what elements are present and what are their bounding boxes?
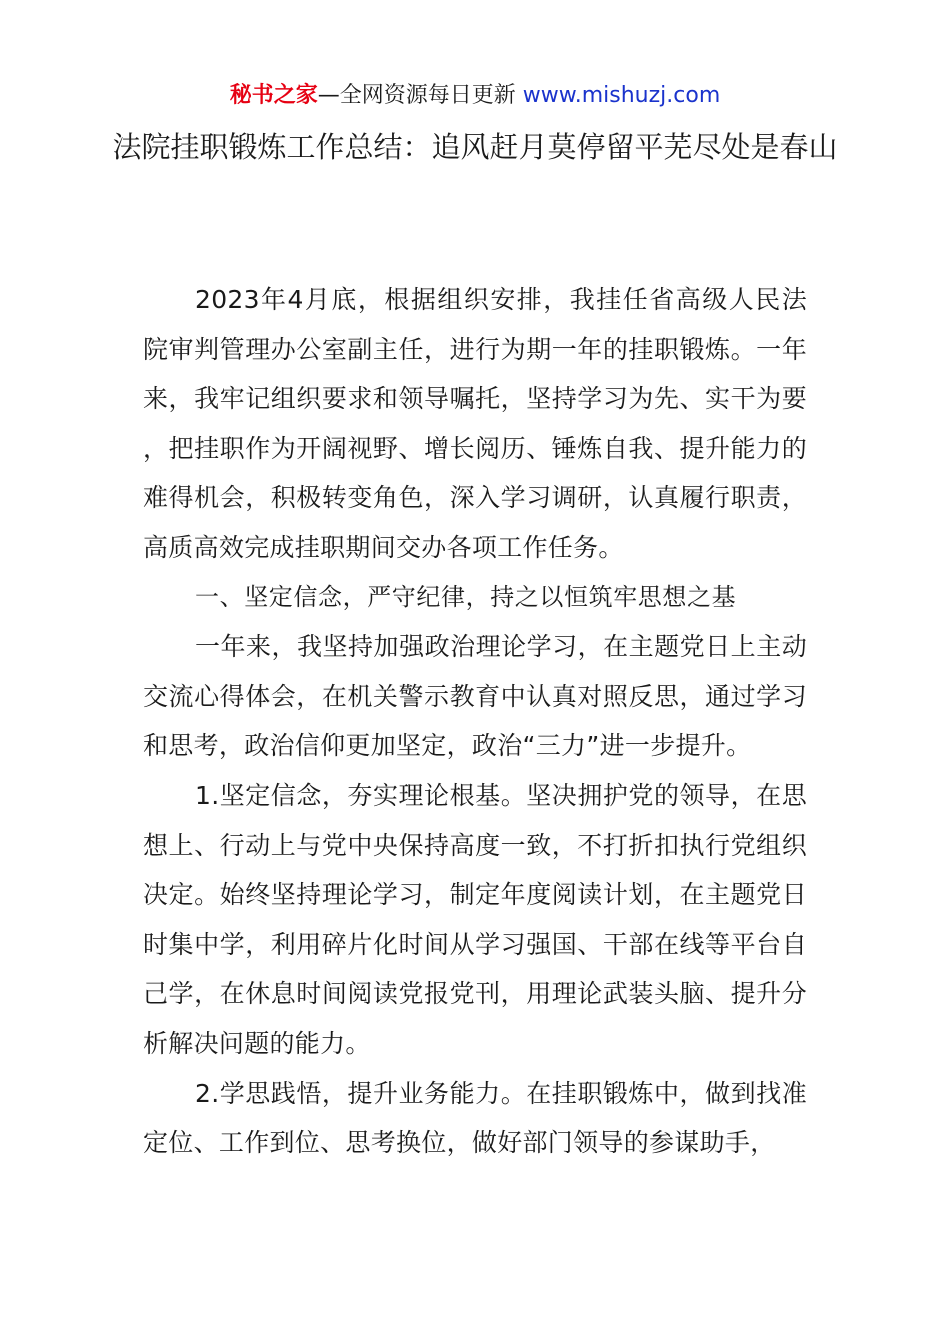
site-brand: 秘书之家 [229, 83, 318, 108]
paragraph-intro: 2023年4月底，根据组织安排，我挂任省高级人民法院审判管理办公室副主任，进行为期一年的挂职锻炼。一年来，我牢记组织要求和领导嘱托，坚持学习为先、实干为要，把挂职作为开阔视野、增长阅历、锤炼自我、提升能力的难得机会，积极转变角色，深入学习调研，认真履行职责，高质高效完成挂职期间交办各项工作任务。 [143, 285, 807, 562]
site-tagline: —全网资源每日更新 [317, 83, 516, 108]
paragraph-item-1: 1.坚定信念，夯实理论根基。坚决拥护党的领导，在思想上、行动上与党中央保持高度一致，不打折扣执行党组织决定。始终坚持理论学习，制定年度阅读计划，在主题党日时集中学，利用碎片化时间从学习强国、干部在线等平台自己学，在休息时间阅读党报党刊，用理论武装头脑、提升分析解决问题的能力。 [143, 780, 807, 1058]
document-title: 法院挂职锻炼工作总结：追风赶月莫停留平芜尽处是春山 [112, 130, 838, 164]
paragraph-section-1-summary: 一年来，我坚持加强政治理论学习，在主题党日上主动交流心得体会，在机关警示教育中认真对照反思，通过学习和思考，政治信仰更加坚定，政治“三力”进一步提升。 [143, 632, 807, 761]
section-heading-1: 一、坚定信念，严守纪律，持之以恒筑牢思想之基 [195, 582, 737, 611]
paragraph-item-2: 2.学思践悟，提升业务能力。在挂职锻炼中，做到找准定位、工作到位、思考换位，做好部门领导的参谋助手， [143, 1078, 807, 1158]
site-url-link[interactable]: www.mishuzj.com [522, 83, 721, 108]
site-header [0, 80, 950, 112]
document-body [143, 275, 807, 1168]
